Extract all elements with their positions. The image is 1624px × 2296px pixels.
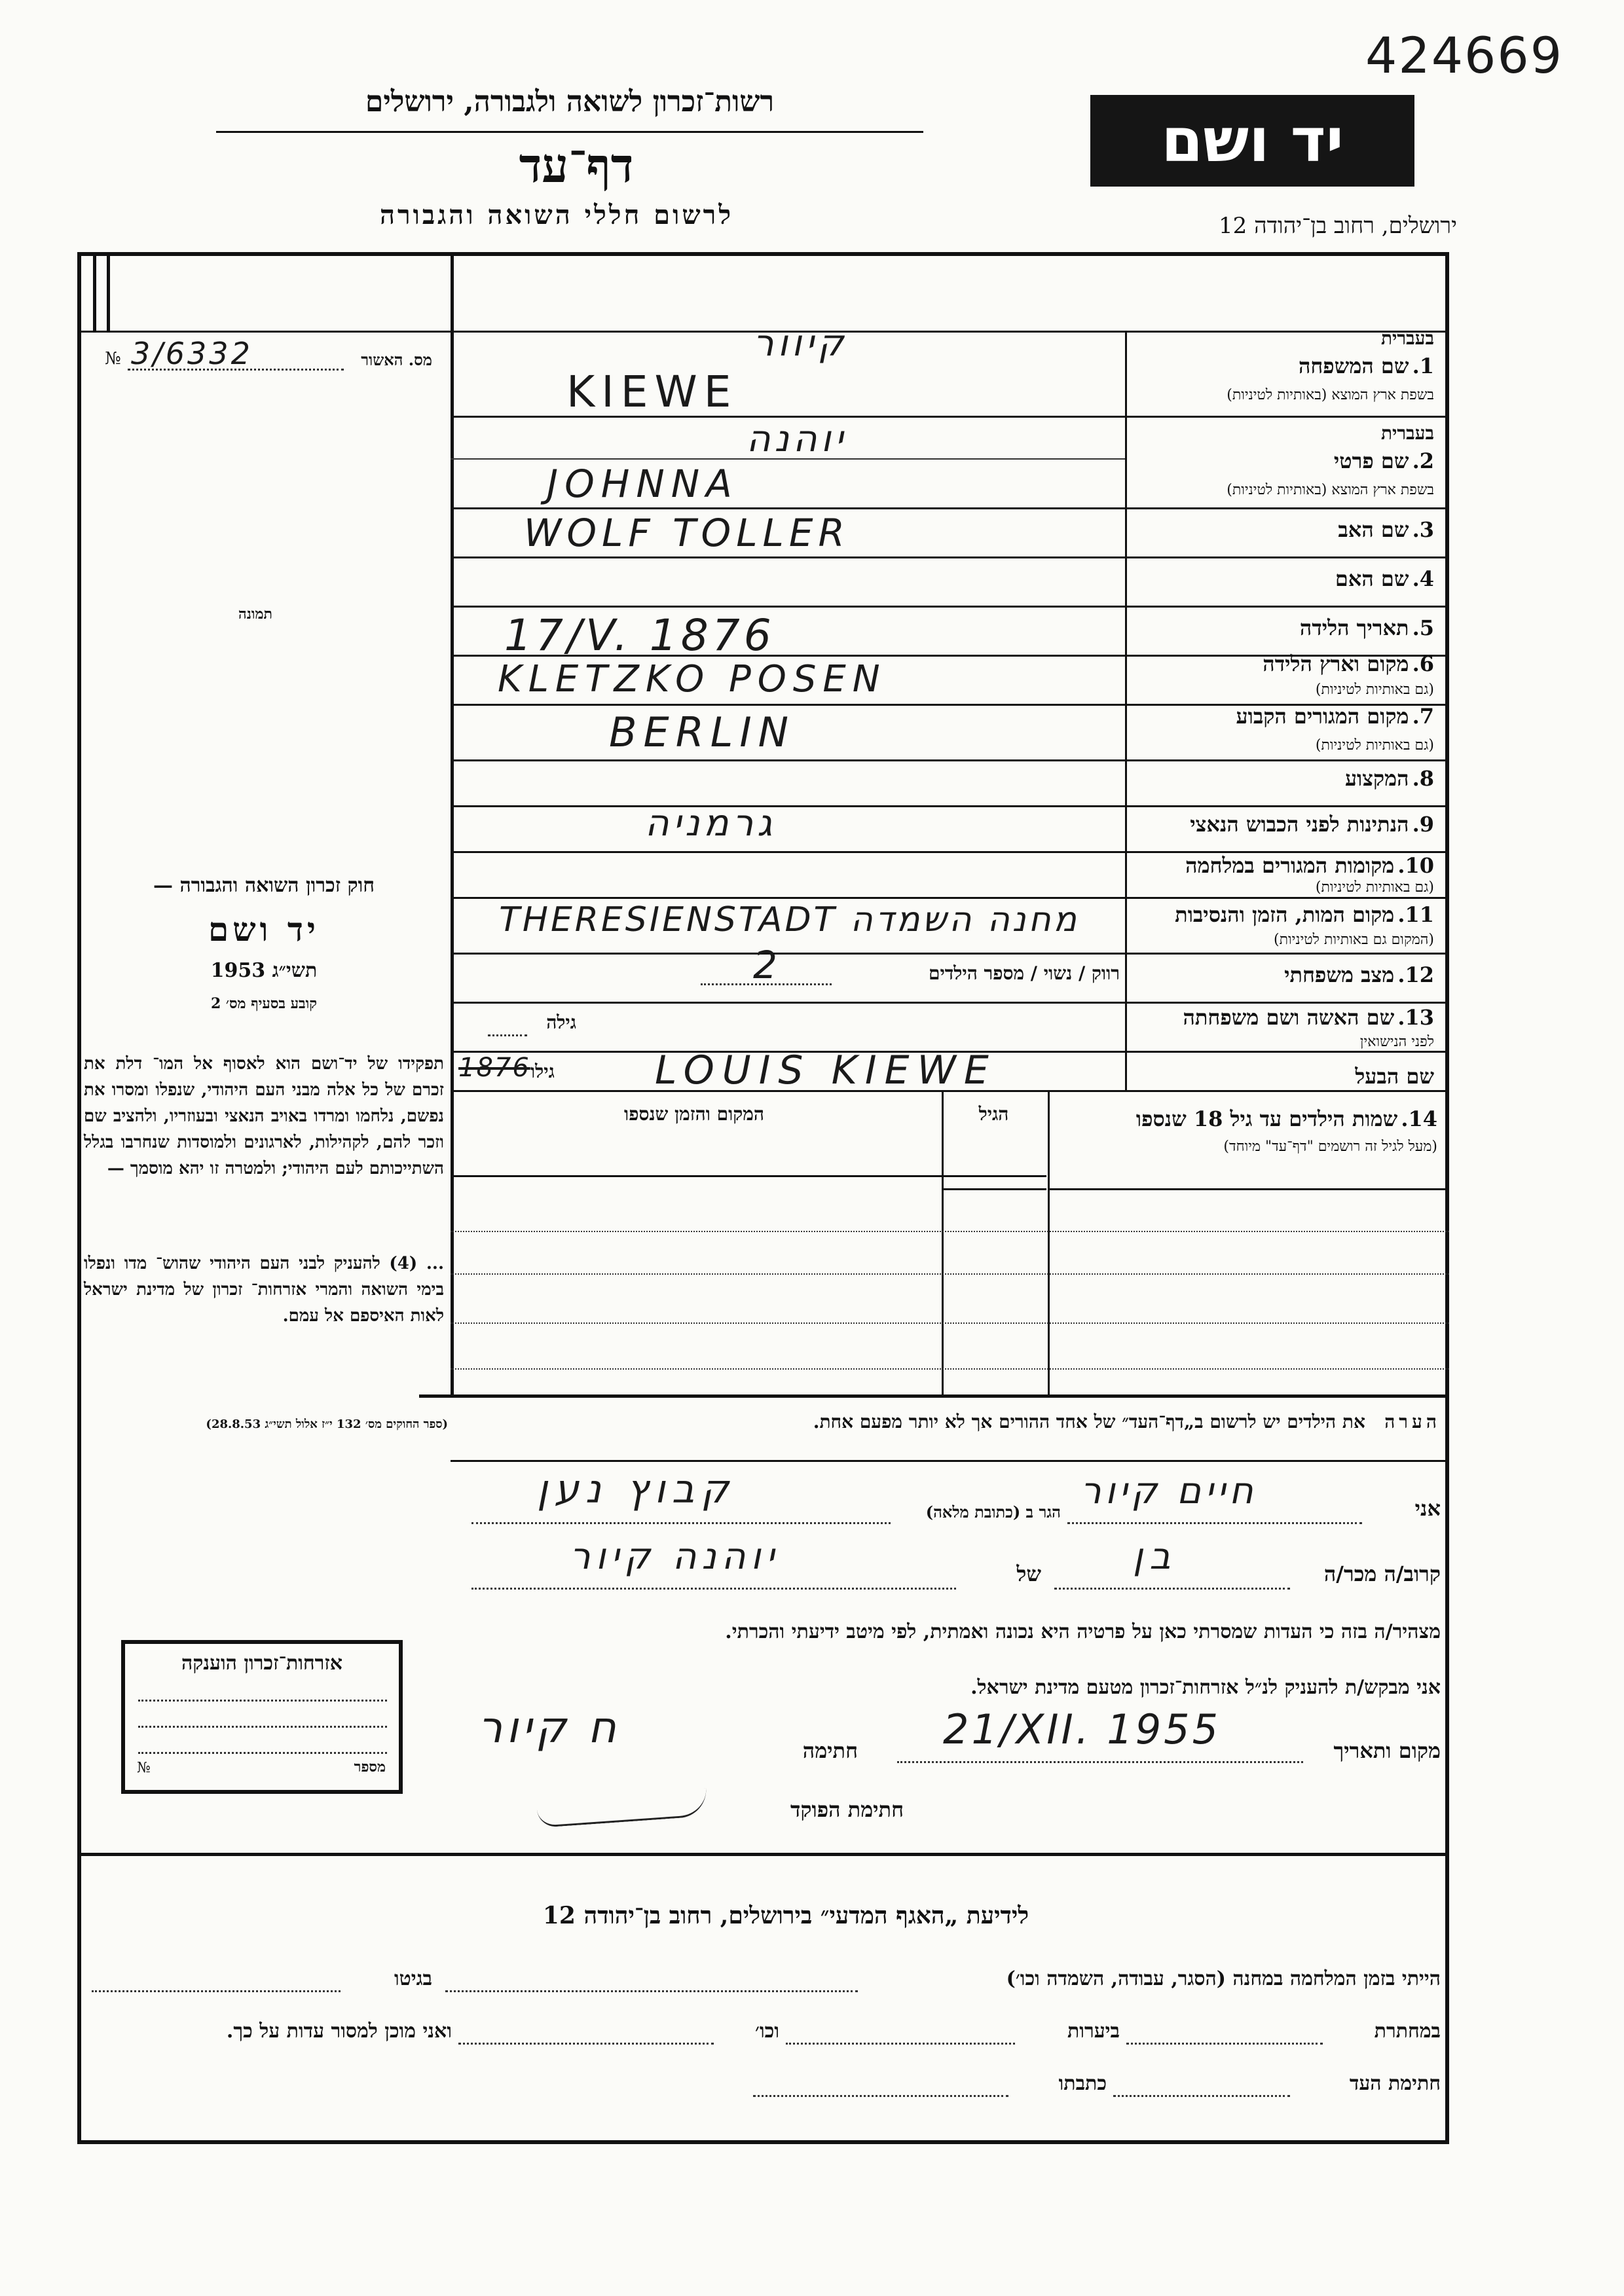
children-col-age: הגיל (978, 1103, 1009, 1125)
declarant-name: חיים קיור (1080, 1470, 1257, 1512)
field-13-label-text: שם האשה ושם משפחתה (1183, 1005, 1395, 1030)
bottom-line2-b: ביערות (1067, 2020, 1120, 2043)
field-2-value-heb: יוהנה (747, 418, 847, 460)
declaration-request: אני מבקש/ת להעניק לנ״ל אזרחות־זכרון מטעם מדינת ישראל. (970, 1676, 1441, 1699)
approval-row (105, 336, 445, 383)
children-col-place: המקום והזמן שנספו (624, 1103, 764, 1125)
law-section: קובע בסעיף מס׳ 2 (210, 995, 318, 1012)
field-6-num: 6. (1412, 651, 1434, 676)
field-1-note: בשפת ארץ המוצא (באותיות לטיניות) (1227, 387, 1434, 403)
field-11-label (1139, 902, 1434, 927)
of-label: של (1016, 1561, 1041, 1586)
husband-age: 1876 (458, 1053, 530, 1083)
field-1-value-heb: קיוור (753, 322, 848, 365)
bottom-line3-a: חתימת העד (1349, 2072, 1441, 2095)
declarant-i-label: אני (1414, 1496, 1441, 1521)
field-9-label (1139, 812, 1434, 837)
field-1-label-text: שם המשפחה (1298, 354, 1409, 378)
field-9-label-text: הנתינות לפני הכבוש הנאצי (1190, 812, 1409, 837)
field-13-note: לפני הנישואין (1359, 1034, 1434, 1050)
field-2-label (1139, 448, 1434, 473)
husband-label: שם הבעל (1355, 1064, 1434, 1089)
remark (616, 1411, 1441, 1433)
bottom-line3-b: כתבתו (1058, 2072, 1107, 2095)
field-1-value: KIEWE (566, 367, 738, 417)
children-num: 14. (1401, 1106, 1437, 1131)
field-1-num: 1. (1412, 354, 1434, 378)
declarant-resides-label: הגר ב (כתובת מלאה) (925, 1503, 1061, 1522)
field-7-label-text: מקום המגורים הקבוע (1236, 704, 1409, 729)
field-7-note: (גם באותיות לטיניות) (1315, 737, 1434, 754)
field-3-value: WOLF TOLLER (524, 511, 850, 555)
field-7-value: BERLIN (609, 708, 795, 756)
field-11-value: THERESIENSTADT מחנה השמדה (499, 900, 1079, 939)
bottom-line1-b: בגיטו (394, 1967, 432, 1990)
field-2-value: JOHNNA (547, 462, 739, 506)
field-8-label-text: המקצוע (1344, 766, 1409, 791)
declarant-address: קבוץ נען (537, 1467, 735, 1512)
field-3-label (1139, 517, 1434, 542)
field-4-num: 4. (1412, 566, 1434, 591)
bottom-title: לידיעת „האגף המדעי״ בירושלים, רחוב בן־יהודה 12 (542, 1902, 1029, 1929)
field-12-label-text: מצב משפחתי (1284, 962, 1395, 987)
field-1-heb-note: בעברית (1380, 327, 1434, 349)
law-text-2: ... (4) להעניק לבני העם היהודי שהוש־ מדו ונפלו בימי השואה והמרי אזרחות־ זכרון של מדינת ישראל לאות האיספם אל עמם. (84, 1254, 444, 1326)
no-symbol: № (105, 349, 121, 369)
field-3-num: 3. (1412, 517, 1434, 542)
field-6-note: (גם באותיות לטיניות) (1315, 682, 1434, 698)
field-5-value: 17/V. 1876 (504, 610, 775, 661)
left-column-divider (451, 252, 454, 1394)
field-2-note: בשפת ארץ המוצא (באותיות לטיניות) (1227, 482, 1434, 498)
field-10-label-text: מקומות המגורים במלחמה (1185, 853, 1395, 878)
bottom-line1-a: הייתי בזמן המלחמה במחנה (הסגר, עבודה, השמדה וכו׳) (1006, 1967, 1441, 1990)
law-title: חוק זכרון השואה והגבורה — (153, 874, 375, 897)
field-2-num: 2. (1412, 448, 1434, 473)
declaration-statement: מצהיר/ה בזה כי העדות שמסרתי כאן על פרטיה היא נכונה ואמתית, לפי מיטב ידיעתי והכרתי. (725, 1620, 1441, 1643)
signature-value: ח קיור (478, 1702, 620, 1753)
official-signature-label: חתימת הפוקד (790, 1797, 904, 1822)
field-11-label-text: מקום המות, הזמן והנסיבות (1175, 902, 1395, 927)
stamp-number: 424669 (1365, 26, 1564, 84)
field-11-num: 11. (1397, 902, 1434, 927)
form-subtitle: לרשום חללי השואה והגבורה (379, 200, 734, 230)
number-label: מספר (354, 1758, 386, 1776)
field-13-age-label: גילה (546, 1011, 576, 1033)
bottom-line2-a: במחתרת (1374, 2020, 1441, 2043)
children-note: (מעל לגיל זה רושמים "דף־עד" מיוחד) (1223, 1139, 1437, 1155)
law-year: תשי״ג 1953 (210, 959, 318, 982)
field-13-num: 13. (1397, 1005, 1434, 1030)
field-10-note: (גם באותיות לטיניות) (1315, 879, 1434, 896)
field-2-heb-note: בעברית (1380, 422, 1434, 444)
field-10-num: 10. (1397, 853, 1434, 878)
field-5-label (1139, 615, 1434, 640)
citizenship-title: אזרחות־זכרון הוענקה (181, 1652, 343, 1675)
remark-text: את הילדים יש לרשום ב„דף־העד״ של אחד ההורים אך לא יותר מפעם אחת. (813, 1411, 1365, 1432)
field-7-label (1139, 704, 1434, 729)
photo-label: תמונה (238, 606, 272, 623)
field-8-label (1139, 766, 1434, 791)
field-4-label-text: שם האם (1335, 566, 1409, 591)
field-10-label (1139, 853, 1434, 878)
children-label-text: שמות הילדים עד גיל 18 שנספו (1135, 1106, 1398, 1131)
field-12-num: 12. (1397, 962, 1434, 987)
date-value: 21/XII. 1955 (943, 1705, 1221, 1753)
field-5-num: 5. (1412, 615, 1434, 640)
field-6-label (1139, 651, 1434, 676)
husband-age-label: גילו (530, 1061, 555, 1082)
field-6-value: KLETZKO POSEN (498, 658, 887, 701)
husband-name: LOUIS KIEWE (655, 1048, 997, 1093)
law-name: יד ושם (208, 910, 320, 949)
field-9-value: גרמניה (645, 802, 777, 845)
citizenship-no-symbol: № (137, 1760, 151, 1776)
header-rule (216, 131, 923, 133)
authority-title: רשות־זכרון לשואה ולגבורה, ירושלים (365, 85, 775, 118)
field-13-label (1139, 1005, 1434, 1030)
field-6-label-text: מקום וארץ הלידה (1263, 651, 1409, 676)
logo-text: יד ושם (1161, 105, 1344, 175)
field-12-label (1139, 962, 1434, 987)
field-8-num: 8. (1412, 766, 1434, 791)
bottom-line2-c: וכו׳ (755, 2020, 779, 2043)
bottom-line2-d: ואני מוכן למסור עדות על כך. (226, 2020, 452, 2043)
yad-vashem-logo (1090, 95, 1414, 187)
law-reference: (ספר החוקים מס׳ 132 י״ז אלול תשי״ג 28.8.53) (206, 1417, 448, 1431)
field-11-note: (המקום גם באותיות לטיניות) (1274, 932, 1434, 948)
relation-value: בן (1133, 1535, 1177, 1578)
field-3-label-text: שם האב (1338, 517, 1409, 542)
place-date-label: מקום ותאריך (1333, 1738, 1441, 1763)
signature-label: חתימה (802, 1738, 858, 1763)
field-12-options: רווק / נשוי / מספר הילדים (928, 962, 1120, 984)
field-12-children: 2 (753, 943, 784, 987)
logo-address: ירושלים, רחוב בן־יהודה 12 (1219, 213, 1457, 239)
relative-label: קרוב/ה מכר/ה (1323, 1561, 1441, 1586)
field-7-num: 7. (1412, 704, 1434, 729)
of-name: יוהנה קיור (570, 1535, 780, 1578)
citizenship-box (121, 1640, 403, 1794)
approval-label: מס. האשור (361, 350, 432, 369)
field-2-label-text: שם פרטי (1333, 448, 1409, 473)
children-label (1058, 1106, 1437, 1131)
field-9-num: 9. (1412, 812, 1434, 837)
field-4-label (1139, 566, 1434, 591)
field-1-label (1139, 354, 1434, 378)
remark-title: הערה (1384, 1411, 1441, 1432)
approval-number: 3/6332 (131, 336, 253, 371)
form-title: דף־עד (519, 137, 634, 193)
law-text-1: תפקידו של יד־ושם הוא לאסוף אל המו־ דלת את זכרם של כל אלה מבני העם היהודי, שנפלו ומסרו את נפשם, נלחמו ומרדו באויב הנאצי ובעוזריו, ולהציב שם וזכר להם, לקהילות, לארגונים ולמוסדות שנחרבו בגלל השתייכותם לעם היהודי; ולמטרה זו יהא מוסמך — (84, 1054, 444, 1178)
field-5-label-text: תאריך הלידה (1299, 615, 1409, 640)
